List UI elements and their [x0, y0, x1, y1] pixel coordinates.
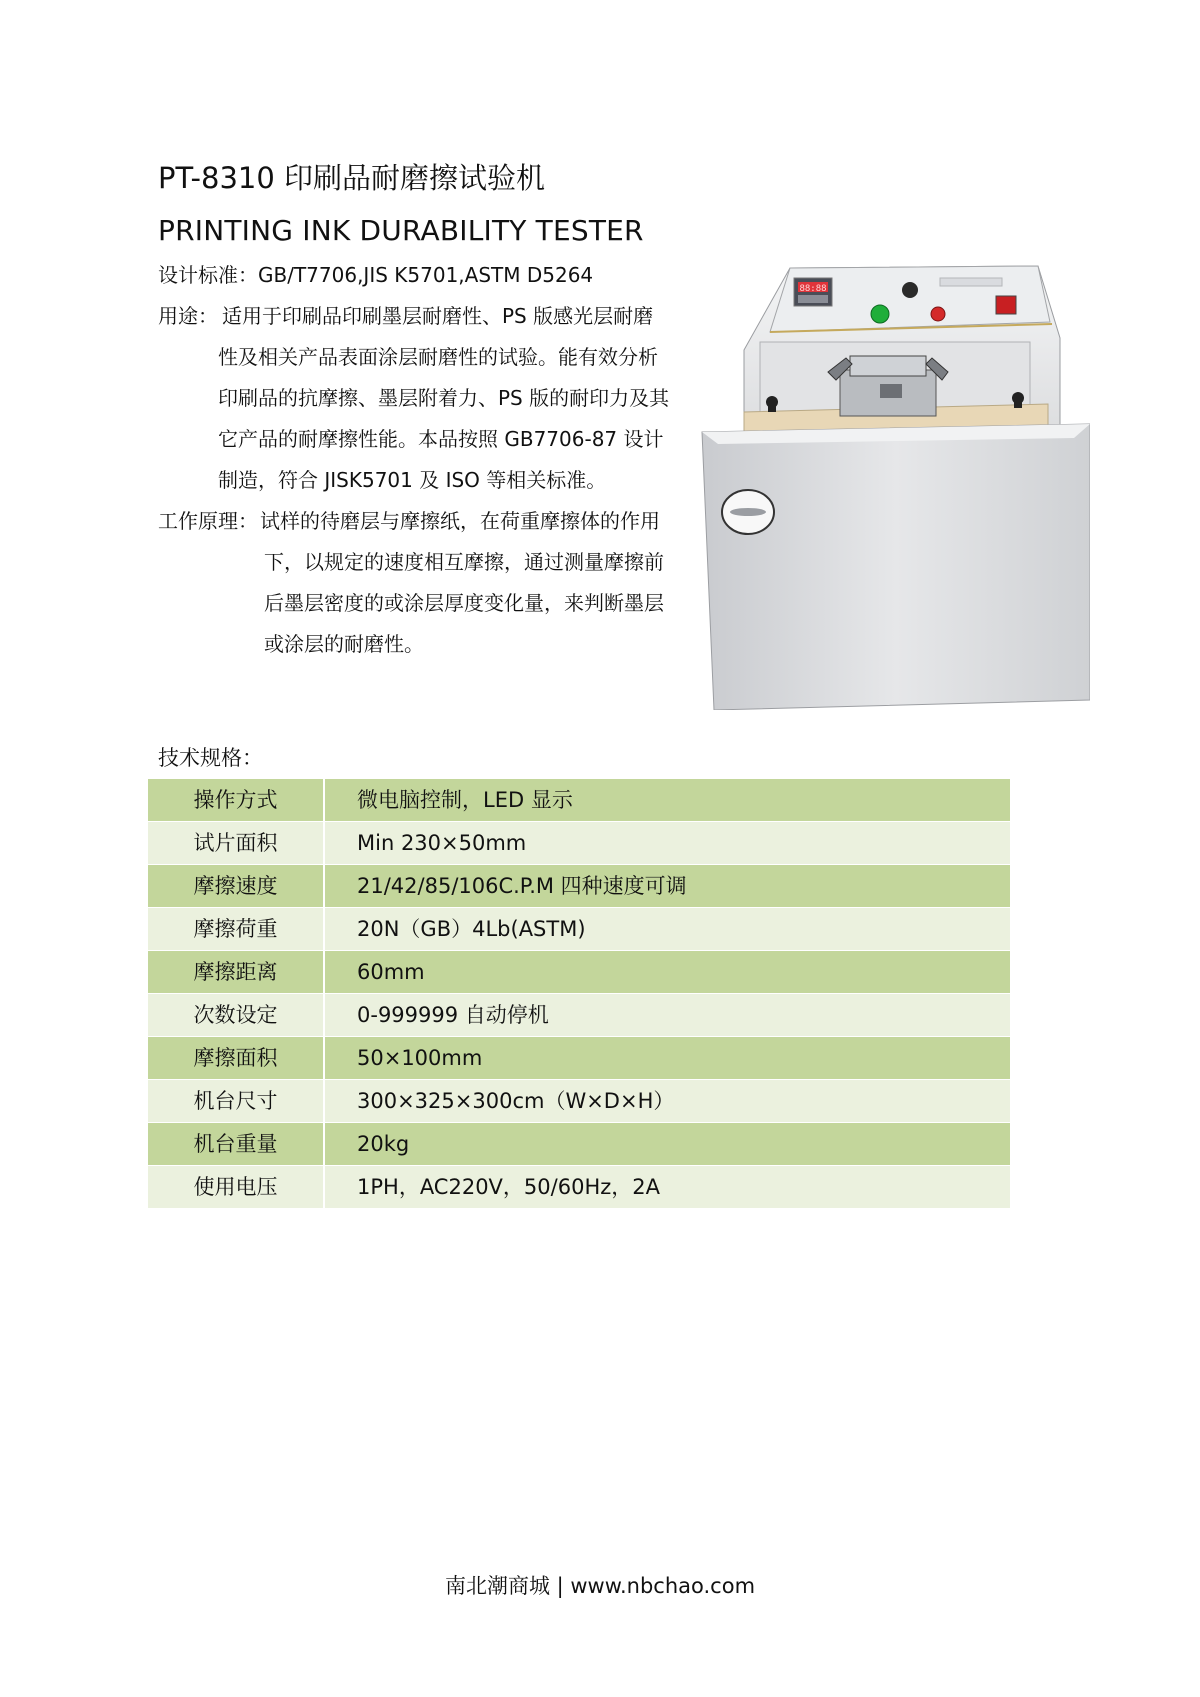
table-row [148, 1080, 1010, 1123]
spec-label: 摩擦荷重 [148, 908, 324, 951]
spec-label: 摩擦面积 [148, 1037, 324, 1080]
spec-label: 操作方式 [148, 779, 324, 822]
lower-cabinet [702, 424, 1090, 710]
spec-label: 摩擦距离 [148, 951, 324, 994]
table-row [148, 908, 1010, 951]
start-button [871, 305, 889, 323]
led-digits: 88:88 [799, 284, 827, 294]
table-row [148, 1123, 1010, 1166]
spec-value: 微电脑控制，LED 显示 [324, 779, 1010, 822]
spec-table [148, 778, 1010, 1209]
product-image [700, 262, 1090, 710]
spec-label: 机台重量 [148, 1123, 324, 1166]
spec-value: 300×325×300cm（W×D×H） [324, 1080, 1010, 1123]
spec-label: 摩擦速度 [148, 865, 324, 908]
purpose-line-1: 适用于印刷品印刷墨层耐磨性、PS 版感光层耐磨 [222, 304, 654, 328]
principle-line-2: 下，以规定的速度相互摩擦，通过测量摩擦前 [264, 550, 664, 574]
principle-line-3: 后墨层密度的或涂层厚度变化量，来判断墨层 [264, 591, 664, 615]
purpose-line-3: 印刷品的抗摩擦、墨层附着力、PS 版的耐印力及其 [218, 386, 670, 410]
table-row [148, 1166, 1010, 1209]
spec-value: 21/42/85/106C.P.M 四种速度可调 [324, 865, 1010, 908]
page-title-cn: PT-8310 印刷品耐磨擦试验机 [158, 161, 546, 195]
spec-value: 50×100mm [324, 1037, 1010, 1080]
purpose-line-4: 它产品的耐摩擦性能。本品按照 GB7706-87 设计 [218, 427, 664, 451]
spec-label: 次数设定 [148, 994, 324, 1037]
table-row [148, 822, 1010, 865]
table-row [148, 951, 1010, 994]
purpose-line-2: 性及相关产品表面涂层耐磨性的试验。能有效分析 [218, 345, 658, 369]
spec-value: 1PH，AC220V，50/60Hz，2A [324, 1166, 1010, 1209]
table-row [148, 865, 1010, 908]
principle-line-1: 试样的待磨层与摩擦纸，在荷重摩擦体的作用 [260, 509, 660, 533]
spec-value: 0-999999 自动停机 [324, 994, 1010, 1037]
spec-label: 使用电压 [148, 1166, 324, 1209]
table-row [148, 779, 1010, 822]
spec-value: Min 230×50mm [324, 822, 1010, 865]
stop-button [931, 307, 945, 321]
standard-value: GB/T7706,JIS K5701,ASTM D5264 [258, 263, 594, 287]
spec-value: 20kg [324, 1123, 1010, 1166]
purpose-line-5: 制造，符合 JISK5701 及 ISO 等相关标准。 [218, 468, 607, 492]
spec-label: 试片面积 [148, 822, 324, 865]
spec-label: 机台尺寸 [148, 1080, 324, 1123]
standard-label: 设计标准： [158, 263, 258, 287]
purpose-label: 用途： [158, 304, 218, 328]
spec-heading: 技术规格： [158, 746, 263, 770]
table-row [148, 1037, 1010, 1080]
spec-value: 20N（GB）4Lb(ASTM) [324, 908, 1010, 951]
spec-value: 60mm [324, 951, 1010, 994]
footer-link[interactable]: 南北潮商城 | www.nbchao.com [444, 1574, 756, 1598]
standard-line [158, 262, 593, 288]
power-switch [996, 296, 1016, 314]
table-row [148, 994, 1010, 1037]
speed-knob [902, 282, 918, 298]
page-title-en: PRINTING INK DURABILITY TESTER [158, 214, 644, 247]
principle-line-4: 或涂层的耐磨性。 [264, 632, 424, 656]
principle-label: 工作原理： [158, 509, 258, 533]
